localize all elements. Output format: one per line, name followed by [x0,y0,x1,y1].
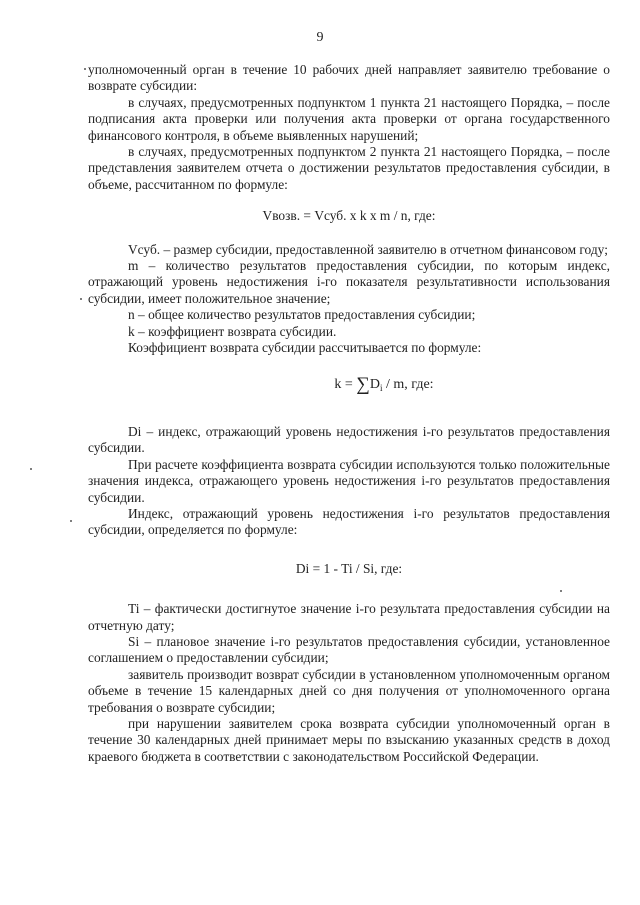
paragraph: в случаях, предусмотренных подпунктом 1 пункта 21 настоящего Порядка, – после подписания акта проверки или получения акта проверки от органа государственного финансового контроля, в объеме выявленных нарушений; [88,94,610,143]
definition-ti: Ti – фактически достигнутое значение i-го результата предоставления субсидии на отчетную дату; [88,601,610,633]
scan-speck [30,468,32,470]
definition-vsub: Vсуб. – размер субсидии, предоставленной заявителю в отчетном финансовом году; [128,241,608,257]
paragraph: Индекс, отражающий уровень недостижения i-го результатов предоставления субсидии, определяется по формуле: [88,505,610,538]
paragraph: в случаях, предусмотренных подпунктом 2 пункта 21 настоящего Порядка, – после представления заявителем отчета о достижении результатов предоставления субсидии, в объеме, рассчитанном по формуле: [88,144,610,192]
formula-lhs: k = [334,376,357,392]
definition-k: k – коэффициент возврата субсидии. [128,323,337,339]
paragraph: Коэффициент возврата субсидии рассчитывается по формуле: [128,340,482,356]
definition-m: m – количество результатов предоставления субсидии, по которым индекс, отражающий уровень недостижения i-го показателя результативности использования субсидии, имеет положительное значение; [88,258,610,306]
definition-n: n – общее количество результатов предоставления субсидии; [128,307,476,323]
formula-index: Di = 1 - Ti / Si, где: [295,560,403,576]
page-number: 9 [316,30,324,45]
paragraph: при нарушении заявителем срока возврата субсидии уполномоченный орган в течение 30 календарных дней принимает меры по взысканию указанных средств в доход краевого бюджета в соответствии с законодательством Российской Федерации. [88,716,610,764]
scan-speck [560,590,562,592]
paragraph: уполномоченный орган в течение 10 рабочих дней направляет заявителю требование о возврате субсидии: [88,62,610,94]
scan-speck [70,520,72,522]
sigma-symbol: ∑ [356,373,370,395]
document-body [88,62,610,765]
formula-d: D [369,376,380,392]
scan-speck [84,68,86,70]
paragraph: заявитель производит возврат субсидии в установленном уполномоченным органом объеме в течение 15 календарных дней со дня получения от уполномоченного органа требования о возврате субсидии; [88,666,610,715]
definition-di: Di – индекс, отражающий уровень недостижения i-го результатов предоставления субсидии. [88,423,610,456]
scan-speck [80,298,82,300]
definition-si: Si – плановое значение i-го результатов предоставления субсидии, установленное соглашением о предоставлении субсидии; [88,633,610,666]
formula-subscript: i [380,382,383,393]
formula-return-volume: Vвозв. = Vсуб. x k x m / n, где: [262,208,436,224]
formula-rest: / m, где: [382,376,434,392]
paragraph: При расчете коэффициента возврата субсидии используются только положительные значения индекса, отражающего уровень недостижения i-го результатов предоставления субсидии. [88,456,610,505]
formula-return-coefficient [88,373,610,396]
